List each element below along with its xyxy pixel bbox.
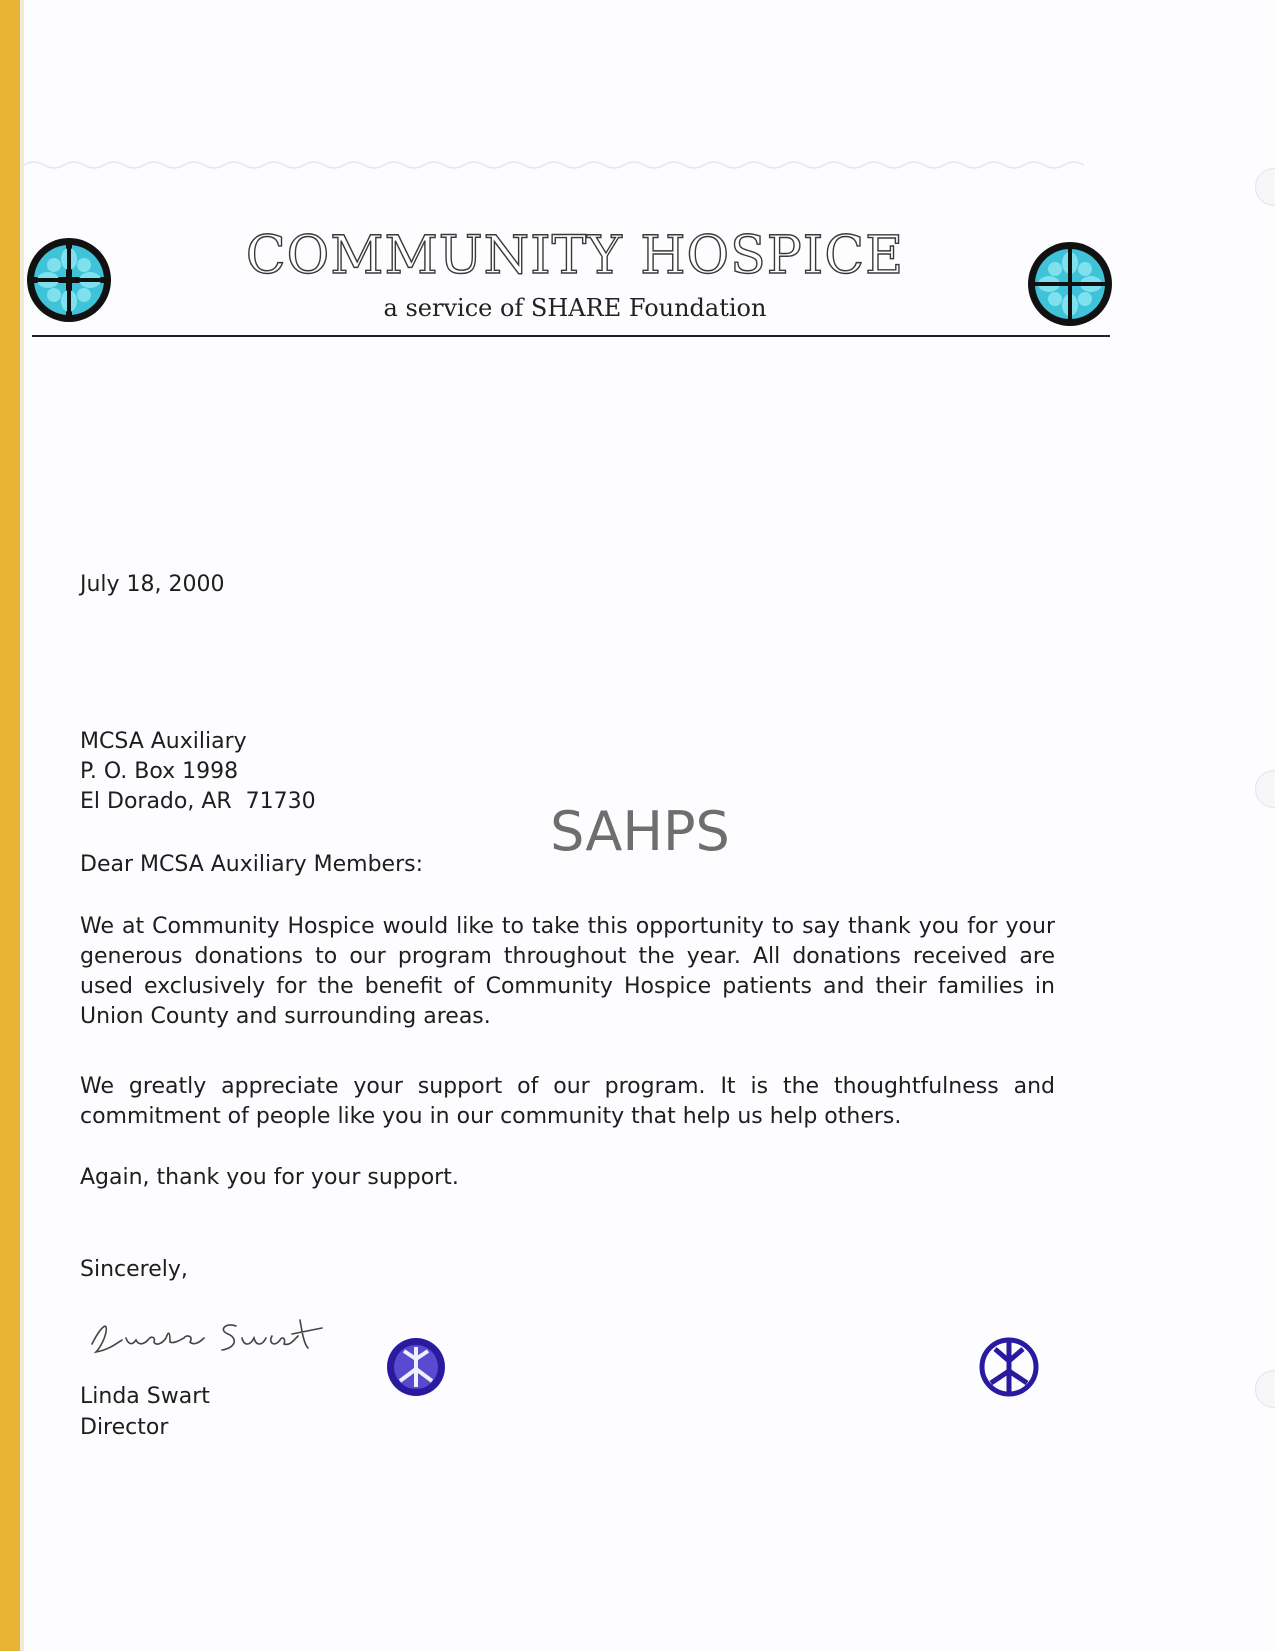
body-paragraph-3: Again, thank you for your support.: [80, 1165, 459, 1190]
peace-stamp-icon: [384, 1335, 448, 1399]
letter-date: July 18, 2000: [80, 572, 225, 597]
cross-flower-icon: [1025, 239, 1115, 329]
organization-subtitle: a service of SHARE Foundation: [383, 294, 767, 322]
handwritten-signature: [86, 1310, 346, 1362]
watermark: SAHPS: [550, 800, 730, 863]
signer-title: Director: [80, 1415, 169, 1440]
punch-hole-bottom: [1255, 1370, 1275, 1408]
punch-hole-middle: [1255, 770, 1275, 808]
salutation: Dear MCSA Auxiliary Members:: [80, 852, 424, 877]
recipient-line-2: P. O. Box 1998: [80, 759, 239, 784]
organization-name: COMMUNITY HOSPICE: [245, 226, 905, 286]
recipient-line-1: MCSA Auxiliary: [80, 729, 247, 754]
signer-name: Linda Swart: [80, 1384, 210, 1409]
torn-paper-edge: [24, 158, 1084, 172]
body-paragraph-2: We greatly appreciate your support of our program. It is the thoughtfulness and commitment of people like you in our community that help us help others.: [80, 1074, 1055, 1129]
cross-flower-icon: [24, 235, 114, 325]
peace-stamp-icon: [977, 1335, 1041, 1399]
punch-hole-top: [1255, 168, 1275, 206]
recipient-line-3: El Dorado, AR 71730: [80, 789, 316, 814]
binder-edge: [0, 0, 20, 1651]
header-divider: [32, 335, 1110, 337]
closing: Sincerely,: [80, 1257, 188, 1282]
body-paragraph-1: We at Community Hospice would like to take this opportunity to say thank you for your generous donations to our program throughout the year. All donations received are used exclusively for the benefit of Community Hospice patients and their families in Union County and surrounding areas.: [80, 914, 1055, 1029]
